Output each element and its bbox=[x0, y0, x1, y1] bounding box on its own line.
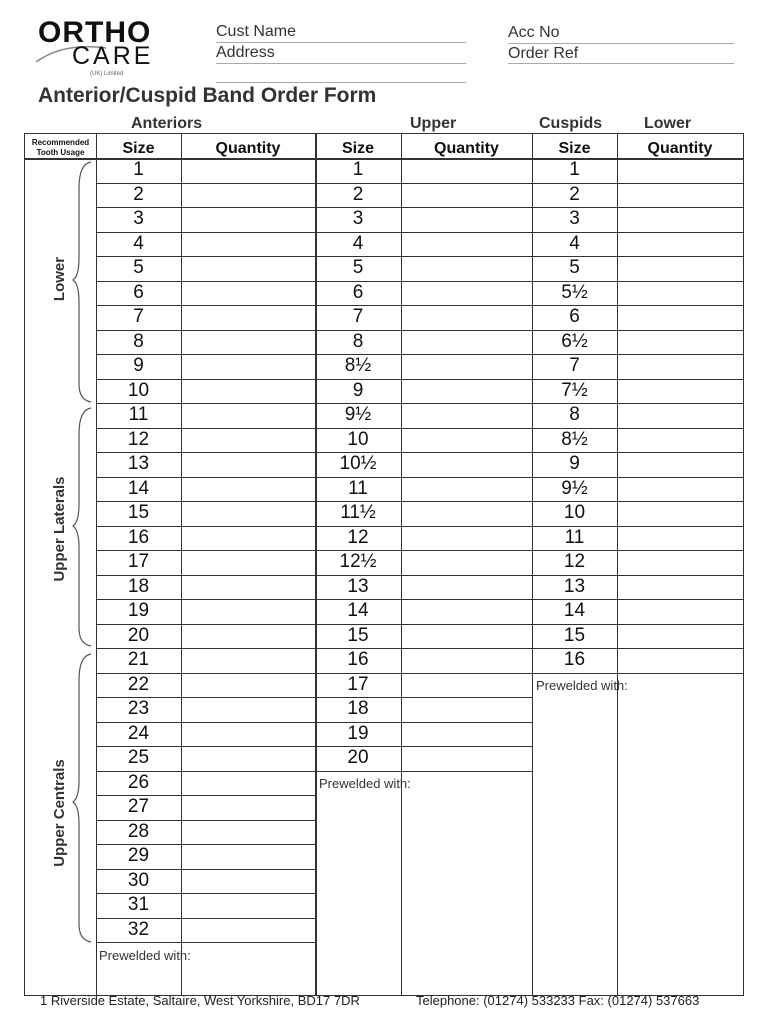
anterior-quantity-input[interactable] bbox=[181, 526, 315, 550]
lower-quantity-input[interactable] bbox=[617, 624, 743, 648]
upper-quantity-input[interactable] bbox=[401, 183, 532, 207]
upper-size-cell: 16 bbox=[347, 649, 369, 670]
footer-contact: Telephone: (01274) 533233 Fax: (01274) 537663 bbox=[416, 993, 700, 1008]
anterior-size-cell: 22 bbox=[127, 673, 150, 695]
upper-quantity-input[interactable] bbox=[401, 403, 532, 427]
lower-size-cell: 5½ bbox=[561, 281, 588, 303]
upper-quantity-input[interactable] bbox=[401, 624, 532, 648]
anterior-size-cell: 23 bbox=[127, 698, 150, 719]
cust-name-field[interactable] bbox=[216, 42, 466, 43]
lower-quantity-input[interactable] bbox=[617, 305, 743, 329]
anterior-size-cell: 25 bbox=[127, 747, 150, 768]
lower-size-cell: 9 bbox=[569, 453, 580, 474]
anterior-quantity-input[interactable] bbox=[181, 158, 315, 182]
lower-size-cell: 1 bbox=[569, 159, 580, 180]
anterior-size-cell: 16 bbox=[127, 526, 150, 548]
upper-size-cell: 19 bbox=[347, 722, 369, 744]
group-label-upper-centrals: Upper Centrals bbox=[51, 759, 68, 867]
anterior-size-cell: 11 bbox=[128, 404, 149, 425]
lower-size-cell: 8 bbox=[569, 404, 580, 425]
lower-size-cell: 10 bbox=[563, 502, 586, 523]
anterior-size-cell: 28 bbox=[127, 820, 150, 842]
anterior-size-cell: 8 bbox=[133, 330, 144, 352]
group-label-upper-laterals: Upper Laterals bbox=[51, 476, 68, 582]
anterior-quantity-input[interactable] bbox=[181, 648, 315, 672]
lower-quantity-input[interactable] bbox=[617, 379, 743, 403]
anterior-quantity-input[interactable] bbox=[181, 771, 315, 795]
anterior-size-cell: 14 bbox=[127, 477, 150, 499]
upper-size-header: Size bbox=[341, 140, 374, 157]
upper-size-cell: 10½ bbox=[339, 453, 377, 474]
upper-prewelded-label: Prewelded with: bbox=[319, 776, 411, 791]
anterior-quantity-input[interactable] bbox=[181, 624, 315, 648]
upper-quantity-input[interactable] bbox=[401, 746, 532, 770]
logo-ortho: ORTHO bbox=[38, 16, 152, 49]
anterior-size-cell: 2 bbox=[133, 183, 144, 205]
lower-quantity-input[interactable] bbox=[617, 403, 743, 427]
upper-quantity-input[interactable] bbox=[401, 256, 532, 280]
upper-size-cell: 9 bbox=[352, 379, 364, 401]
lower-quantity-input[interactable] bbox=[617, 207, 743, 231]
order-grid bbox=[24, 133, 744, 996]
upper-quantity-input[interactable] bbox=[401, 354, 532, 378]
page-title: Anterior/Cuspid Band Order Form bbox=[38, 84, 377, 107]
upper-quantity-input[interactable] bbox=[401, 305, 532, 329]
anterior-quantity-input[interactable] bbox=[181, 354, 315, 378]
anterior-size-cell: 10 bbox=[127, 379, 150, 401]
lower-size-cell: 6 bbox=[569, 306, 580, 327]
lower-size-cell: 3 bbox=[569, 208, 580, 229]
anterior-quantity-input[interactable] bbox=[181, 893, 315, 917]
group-brackets-icon bbox=[71, 158, 97, 958]
row-divider bbox=[315, 771, 532, 772]
upper-size-cell: 8 bbox=[352, 330, 364, 352]
upper-quantity-input[interactable] bbox=[401, 281, 532, 305]
upper-quantity-input[interactable] bbox=[401, 158, 532, 182]
upper-quantity-input[interactable] bbox=[401, 722, 532, 746]
anterior-quantity-input[interactable] bbox=[181, 599, 315, 623]
anterior-quantity-input[interactable] bbox=[181, 232, 315, 256]
lower-size-cell: 8½ bbox=[561, 428, 588, 450]
anterior-size-cell: 30 bbox=[127, 869, 150, 891]
anterior-quantity-header: Quantity bbox=[215, 140, 281, 157]
anterior-size-cell: 13 bbox=[127, 453, 150, 474]
lower-size-cell: 5 bbox=[569, 257, 580, 278]
anterior-size-cell: 21 bbox=[127, 649, 150, 670]
lower-size-cell: 7 bbox=[569, 355, 580, 376]
lower-quantity-input[interactable] bbox=[617, 599, 743, 623]
anterior-prewelded-label: Prewelded with: bbox=[99, 948, 191, 963]
upper-quantity-input[interactable] bbox=[401, 452, 532, 476]
anterior-quantity-input[interactable] bbox=[181, 722, 315, 746]
lower-size-cell: 14 bbox=[563, 600, 586, 621]
upper-size-cell: 15 bbox=[347, 624, 369, 646]
upper-size-cell: 12½ bbox=[339, 551, 377, 572]
acc-no-label: Acc No bbox=[508, 24, 560, 41]
anterior-size-cell: 5 bbox=[133, 257, 144, 278]
upper-size-cell: 4 bbox=[352, 232, 364, 254]
upper-size-cell: 8½ bbox=[344, 355, 372, 376]
anterior-quantity-input[interactable] bbox=[181, 820, 315, 844]
anterior-quantity-input[interactable] bbox=[181, 281, 315, 305]
upper-quantity-input[interactable] bbox=[401, 550, 532, 574]
lower-quantity-input[interactable] bbox=[617, 428, 743, 452]
anterior-size-cell: 17 bbox=[127, 551, 150, 572]
lower-quantity-input[interactable] bbox=[617, 158, 743, 182]
lower-heading: Lower bbox=[644, 115, 692, 132]
upper-quantity-input[interactable] bbox=[401, 330, 532, 354]
lower-size-cell: 15 bbox=[563, 624, 586, 646]
anterior-size-cell: 4 bbox=[133, 232, 144, 254]
lower-quantity-header: Quantity bbox=[647, 140, 713, 157]
lower-size-header: Size bbox=[558, 140, 591, 157]
upper-size-cell: 9½ bbox=[344, 404, 372, 425]
lower-quantity-input[interactable] bbox=[617, 281, 743, 305]
logo-care: CARE bbox=[72, 42, 154, 70]
lower-quantity-input[interactable] bbox=[617, 183, 743, 207]
anterior-size-cell: 6 bbox=[133, 281, 144, 303]
anterior-quantity-input[interactable] bbox=[181, 403, 315, 427]
anterior-size-cell: 32 bbox=[127, 918, 150, 940]
lower-quantity-input[interactable] bbox=[617, 232, 743, 256]
lower-quantity-input[interactable] bbox=[617, 330, 743, 354]
upper-size-cell: 5 bbox=[352, 257, 364, 278]
upper-size-cell: 11 bbox=[348, 477, 368, 499]
lower-quantity-input[interactable] bbox=[617, 526, 743, 550]
upper-size-cell: 7 bbox=[352, 306, 364, 327]
anterior-size-cell: 20 bbox=[127, 624, 150, 646]
anterior-size-cell: 18 bbox=[127, 575, 150, 597]
anterior-quantity-input[interactable] bbox=[181, 183, 315, 207]
lower-quantity-input[interactable] bbox=[617, 648, 743, 672]
anterior-quantity-input[interactable] bbox=[181, 452, 315, 476]
lower-size-cell: 2 bbox=[569, 183, 580, 205]
upper-size-cell: 11½ bbox=[340, 502, 376, 523]
group-label-lower: Lower bbox=[51, 256, 68, 302]
upper-quantity-input[interactable] bbox=[401, 526, 532, 550]
anterior-size-cell: 27 bbox=[127, 796, 150, 817]
lower-quantity-input[interactable] bbox=[617, 452, 743, 476]
footer-address: 1 Riverside Estate, Saltaire, West Yorkshire, BD17 7DR bbox=[40, 993, 360, 1008]
upper-size-cell: 3 bbox=[352, 208, 364, 229]
anterior-quantity-input[interactable] bbox=[181, 207, 315, 231]
upper-size-cell: 17 bbox=[347, 673, 369, 695]
anterior-size-header: Size bbox=[122, 140, 155, 157]
anterior-quantity-input[interactable] bbox=[181, 379, 315, 403]
upper-quantity-input[interactable] bbox=[401, 575, 532, 599]
address-field[interactable] bbox=[216, 63, 466, 64]
address-label: Address bbox=[216, 44, 275, 61]
cuspids-heading: Cuspids bbox=[539, 115, 603, 132]
row-divider bbox=[96, 942, 315, 943]
address-field-2[interactable] bbox=[216, 82, 466, 83]
lower-quantity-input[interactable] bbox=[617, 575, 743, 599]
anterior-quantity-input[interactable] bbox=[181, 477, 315, 501]
anterior-size-cell: 3 bbox=[133, 208, 144, 229]
upper-quantity-input[interactable] bbox=[401, 673, 532, 697]
lower-size-cell: 11 bbox=[564, 526, 585, 548]
upper-heading: Upper bbox=[410, 115, 457, 132]
anterior-size-cell: 9 bbox=[133, 355, 144, 376]
lower-size-cell: 9½ bbox=[561, 477, 588, 499]
cust-name-label: Cust Name bbox=[216, 23, 297, 40]
lower-size-cell: 6½ bbox=[561, 330, 588, 352]
anterior-quantity-input[interactable] bbox=[181, 550, 315, 574]
upper-size-cell: 18 bbox=[347, 698, 369, 719]
upper-size-cell: 20 bbox=[347, 747, 369, 768]
row-divider bbox=[532, 673, 743, 674]
upper-size-cell: 1 bbox=[352, 159, 364, 180]
upper-size-cell: 13 bbox=[347, 575, 369, 597]
logo-limited: (UK) Limited bbox=[90, 71, 124, 77]
anteriors-heading: Anteriors bbox=[131, 115, 203, 132]
upper-size-cell: 6 bbox=[352, 281, 364, 303]
anterior-quantity-input[interactable] bbox=[181, 697, 315, 721]
upper-size-cell: 12 bbox=[347, 526, 369, 548]
anterior-size-cell: 1 bbox=[133, 159, 144, 180]
anterior-quantity-input[interactable] bbox=[181, 305, 315, 329]
upper-quantity-input[interactable] bbox=[401, 379, 532, 403]
upper-quantity-input[interactable] bbox=[401, 428, 532, 452]
anterior-quantity-input[interactable] bbox=[181, 918, 315, 942]
lower-quantity-input[interactable] bbox=[617, 550, 743, 574]
order-ref-label: Order Ref bbox=[508, 45, 579, 62]
anterior-quantity-input[interactable] bbox=[181, 869, 315, 893]
upper-quantity-input[interactable] bbox=[401, 207, 532, 231]
anterior-size-cell: 31 bbox=[127, 894, 150, 915]
lower-size-cell: 7½ bbox=[561, 379, 588, 401]
anterior-quantity-input[interactable] bbox=[181, 795, 315, 819]
upper-size-cell: 2 bbox=[352, 183, 364, 205]
lower-quantity-input[interactable] bbox=[617, 256, 743, 280]
anterior-quantity-input[interactable] bbox=[181, 330, 315, 354]
anterior-size-cell: 15 bbox=[127, 502, 150, 523]
upper-size-cell: 14 bbox=[347, 600, 369, 621]
anterior-quantity-input[interactable] bbox=[181, 746, 315, 770]
order-ref-field[interactable] bbox=[508, 63, 734, 64]
upper-quantity-input[interactable] bbox=[401, 232, 532, 256]
acc-no-field[interactable] bbox=[508, 43, 734, 44]
anterior-quantity-input[interactable] bbox=[181, 501, 315, 525]
upper-quantity-input[interactable] bbox=[401, 599, 532, 623]
upper-quantity-input[interactable] bbox=[401, 697, 532, 721]
anterior-quantity-input[interactable] bbox=[181, 256, 315, 280]
lower-quantity-input[interactable] bbox=[617, 354, 743, 378]
lower-prewelded-label: Prewelded with: bbox=[536, 678, 628, 693]
anterior-quantity-input[interactable] bbox=[181, 844, 315, 868]
anterior-quantity-input[interactable] bbox=[181, 673, 315, 697]
upper-quantity-input[interactable] bbox=[401, 501, 532, 525]
anterior-size-cell: 29 bbox=[127, 845, 150, 866]
lower-size-cell: 4 bbox=[569, 232, 580, 254]
lower-size-cell: 12 bbox=[563, 551, 586, 572]
upper-quantity-input[interactable] bbox=[401, 477, 532, 501]
upper-size-cell: 10 bbox=[347, 428, 369, 450]
lower-quantity-input[interactable] bbox=[617, 501, 743, 525]
lower-size-cell: 16 bbox=[563, 649, 586, 670]
anterior-size-cell: 19 bbox=[127, 600, 150, 621]
anterior-size-cell: 26 bbox=[127, 771, 150, 793]
lower-quantity-input[interactable] bbox=[617, 477, 743, 501]
upper-quantity-input[interactable] bbox=[401, 648, 532, 672]
upper-quantity-header: Quantity bbox=[434, 140, 499, 157]
anterior-quantity-input[interactable] bbox=[181, 428, 315, 452]
lower-size-cell: 13 bbox=[563, 575, 586, 597]
anterior-size-cell: 12 bbox=[127, 428, 150, 450]
anterior-quantity-input[interactable] bbox=[181, 575, 315, 599]
anterior-size-cell: 24 bbox=[127, 722, 150, 744]
recommended-tooth-usage-label: Recommended Tooth Usage bbox=[31, 138, 90, 157]
anterior-size-cell: 7 bbox=[133, 306, 144, 327]
